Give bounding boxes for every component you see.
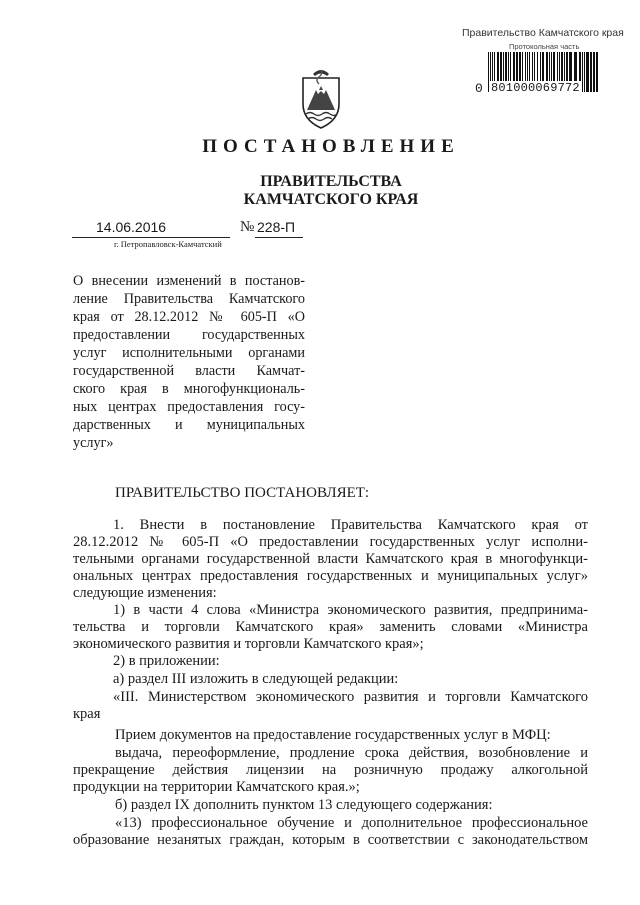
body-line: прекращение действия лицензии на розничную продажу алкогольной <box>73 762 588 778</box>
body-line: следующие изменения: <box>73 585 217 601</box>
issuer-line-2: КАМЧАТСКОГО КРАЯ <box>243 191 419 208</box>
body-line: тельства и торговли Камчатского края» заменить словами «Министра <box>73 619 588 635</box>
subject-line: дарственных и муниципальных <box>73 417 305 433</box>
number-underline <box>255 237 303 238</box>
barcode-number: 801000069772 <box>491 81 580 95</box>
document-date: 14.06.2016 <box>96 219 167 235</box>
body-line: выдача, переоформление, продление срока действия, возобновление и <box>115 745 588 761</box>
barcode-bar <box>590 52 592 92</box>
document-number: 228-П <box>257 219 296 235</box>
body-line: образование незанятых граждан, которым в соответствии с законодательством <box>73 832 588 848</box>
subject-line: ского края в многофункциональ- <box>73 381 305 397</box>
body-line: экономического развития и торговли Камчатского края»; <box>73 636 424 652</box>
coat-of-arms-emblem <box>297 64 345 130</box>
body-line: 2) в приложении: <box>113 653 220 669</box>
place-of-issue: г. Петропавловск-Камчатский <box>114 239 222 249</box>
subject-line: ных центрах предоставления госу- <box>73 399 305 415</box>
subject-line: государственной власти Камчат- <box>73 363 305 379</box>
body-line: ональных центрах предоставления государственных и муниципальных услуг» <box>73 568 588 584</box>
barcode-bar <box>586 52 589 92</box>
issuer-line-1: ПРАВИТЕЛЬСТВА <box>260 173 402 190</box>
decree-heading: ПРАВИТЕЛЬСТВО ПОСТАНОВЛЯЕТ: <box>115 485 370 501</box>
body-line: 1. Внести в постановление Правительства Камчатского края от <box>113 517 588 533</box>
body-line: б) раздел IX дополнить пунктом 13 следующего содержания: <box>115 797 493 813</box>
body-line: продукции на территории Камчатского края.»; <box>73 779 360 795</box>
subject-line: услуг исполнительными органами <box>73 345 305 361</box>
body-line: а) раздел III изложить в следующей редакции: <box>113 671 399 687</box>
barcode-bar <box>596 52 598 92</box>
barcode-bar <box>593 52 595 92</box>
subject-line: предоставлении государственных <box>73 327 305 343</box>
stamp-organization: Правительство Камчатского края <box>462 27 624 39</box>
barcode-bar <box>488 52 489 92</box>
barcode-bar <box>582 52 583 92</box>
stamp-section: Протокольная часть <box>509 42 580 51</box>
subject-line: ление Правительства Камчатского <box>73 291 305 307</box>
body-line: 1) в части 4 слова «Министра экономического развития, предпринима- <box>113 602 588 618</box>
body-line: «III. Министерством экономического развития и торговли Камчатского <box>113 689 588 705</box>
body-line: края <box>73 706 101 722</box>
subject-line: края от 28.12.2012 № 605-П «О <box>73 309 305 325</box>
body-line: 28.12.2012 № 605-П «О предоставлении государственных услуг исполни- <box>73 534 588 550</box>
body-line: тельными органами государственной власти Камчатского края в многофункци- <box>73 551 588 567</box>
number-label: № <box>240 219 255 235</box>
date-underline <box>72 237 230 238</box>
barcode-bar <box>584 52 585 92</box>
barcode-prefix: 0 <box>475 81 483 96</box>
body-line: Прием документов на предоставление государственных услуг в МФЦ: <box>115 727 551 743</box>
subject-line: О внесении изменений в постанов- <box>73 273 305 289</box>
subject-line: услуг» <box>73 435 114 451</box>
document-type-title: ПОСТАНОВЛЕНИЕ <box>202 136 460 157</box>
body-line: «13) профессиональное обучение и дополнительное профессиональное <box>115 815 588 831</box>
